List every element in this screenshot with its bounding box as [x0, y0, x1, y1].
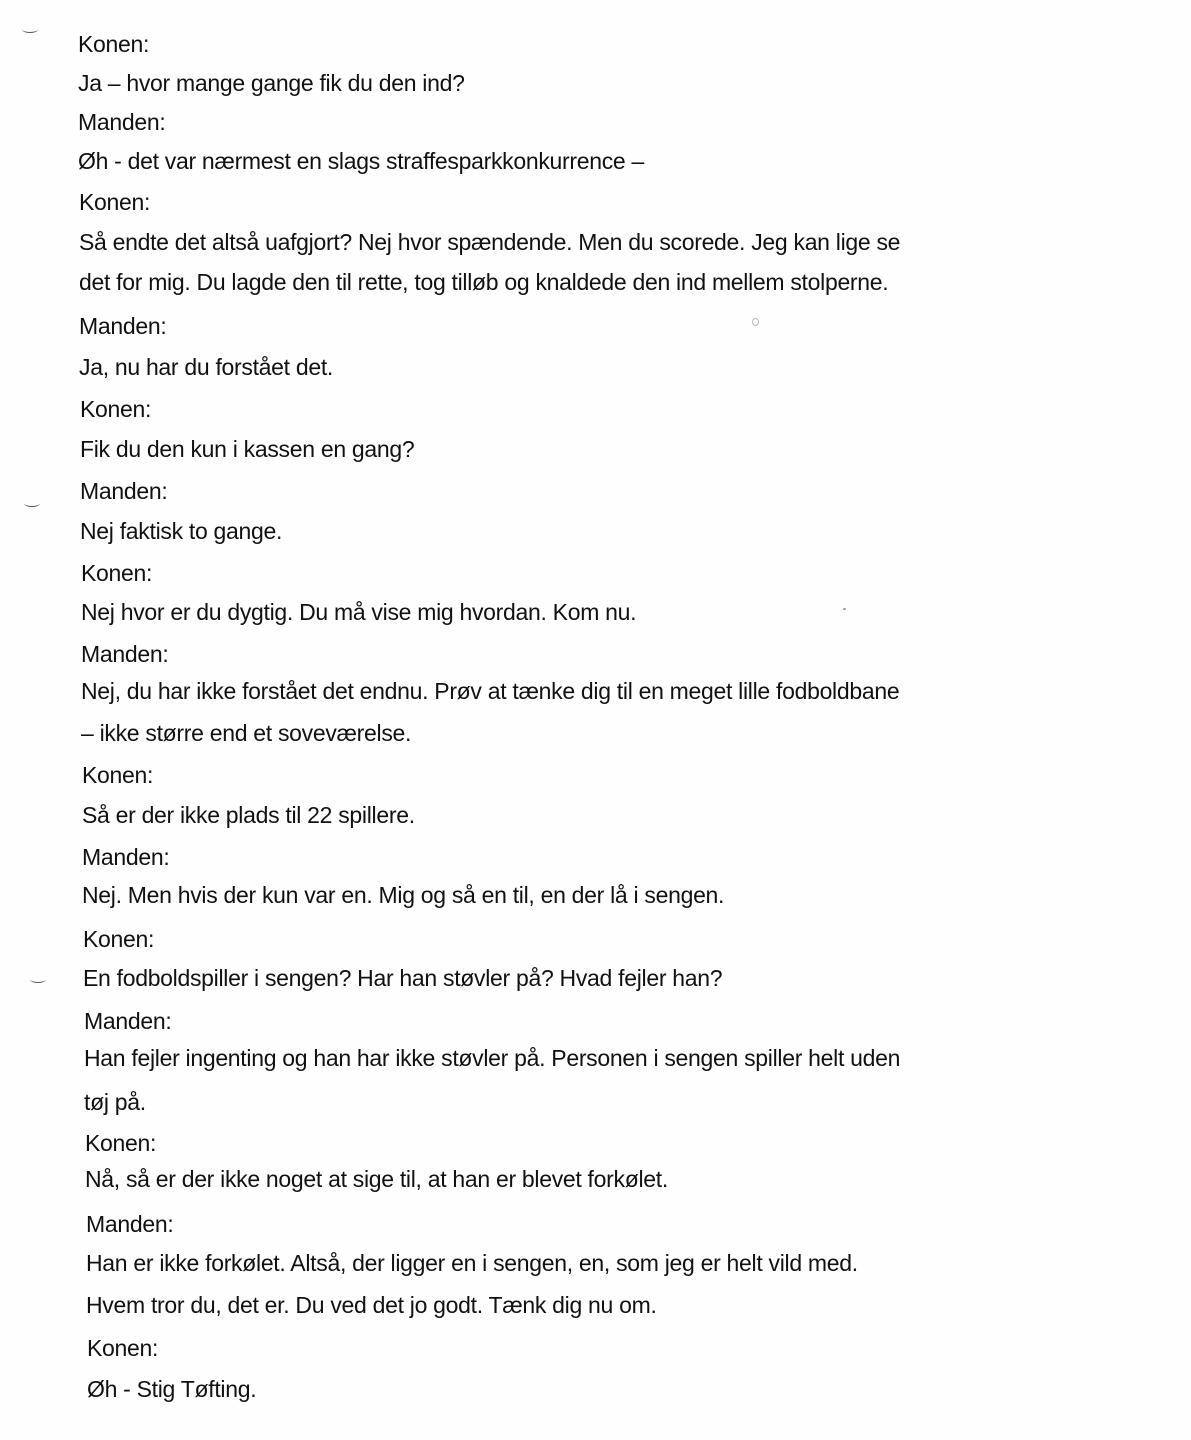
dialogue-line: Fik du den kun i kassen en gang?	[80, 436, 415, 462]
speaker-label: Konen:	[80, 396, 152, 422]
speaker-label: Konen:	[83, 926, 155, 952]
speaker-label: Manden:	[81, 641, 169, 667]
scan-speck	[752, 318, 759, 326]
dialogue-line: Nej hvor er du dygtig. Du må vise mig hvordan. Kom nu.	[81, 599, 637, 625]
speaker-label: Manden:	[86, 1211, 174, 1237]
dialogue-line: Så er der ikke plads til 22 spillere.	[82, 802, 415, 828]
dialogue-line: Hvem tror du, det er. Du ved det jo godt. Tænk dig nu om.	[86, 1292, 657, 1318]
punch-hole-mark-bottom	[30, 976, 46, 983]
dialogue-line: Øh - Stig Tøfting.	[87, 1376, 257, 1402]
punch-hole-mark-middle	[24, 500, 40, 507]
scan-speck	[843, 608, 846, 610]
dialogue-line: Han er ikke forkølet. Altså, der ligger en i sengen, en, som jeg er helt vild med.	[86, 1250, 858, 1276]
dialogue-line: Øh - det var nærmest en slags straffesparkkonkurrence –	[78, 148, 645, 174]
speaker-label: Manden:	[79, 313, 167, 339]
dialogue-line: tøj på.	[84, 1089, 146, 1115]
dialogue-line: En fodboldspiller i sengen? Har han støvler på? Hvad fejler han?	[83, 965, 723, 991]
dialogue-line: Nej, du har ikke forstået det endnu. Prøv at tænke dig til en meget lille fodboldbane	[81, 678, 900, 704]
dialogue-line: Nej. Men hvis der kun var en. Mig og så en til, en der lå i sengen.	[82, 882, 725, 908]
dialogue-line: Nej faktisk to gange.	[80, 518, 283, 544]
dialogue-line: – ikke større end et soveværelse.	[81, 720, 412, 746]
dialogue-line: Ja, nu har du forstået det.	[79, 354, 334, 380]
speaker-label: Manden:	[84, 1008, 172, 1034]
punch-hole-mark-top	[22, 26, 38, 33]
speaker-label: Manden:	[80, 478, 168, 504]
dialogue-line: Nå, så er der ikke noget at sige til, at han er blevet forkølet.	[85, 1166, 668, 1192]
speaker-label: Konen:	[87, 1335, 159, 1361]
speaker-label: Konen:	[82, 762, 154, 788]
speaker-label: Manden:	[82, 844, 170, 870]
speaker-label: Manden:	[78, 109, 166, 135]
dialogue-line: det for mig. Du lagde den til rette, tog tilløb og knaldede den ind mellem stolperne.	[79, 269, 889, 295]
dialogue-line: Så endte det altså uafgjort? Nej hvor spændende. Men du scorede. Jeg kan lige se	[79, 229, 901, 255]
speaker-label: Konen:	[79, 189, 151, 215]
dialogue-line: Ja – hvor mange gange fik du den ind?	[78, 70, 465, 96]
speaker-label: Konen:	[78, 31, 150, 57]
speaker-label: Konen:	[81, 560, 153, 586]
speaker-label: Konen:	[85, 1130, 157, 1156]
dialogue-line: Han fejler ingenting og han har ikke støvler på. Personen i sengen spiller helt uden	[84, 1045, 901, 1071]
